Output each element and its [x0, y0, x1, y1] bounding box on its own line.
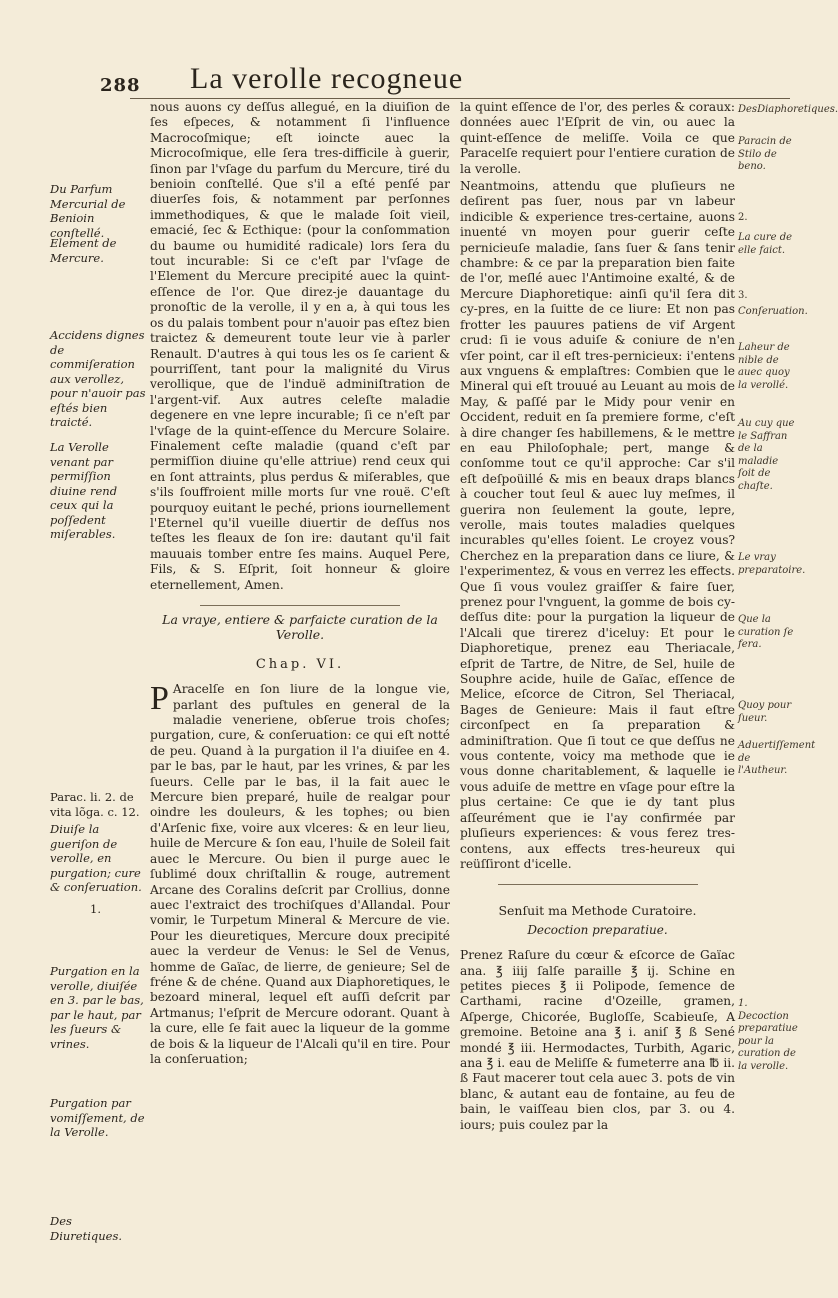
left-paragraph: nous auons cy deſſus allegué, en la diuiſion de ſes eſpeces, & notamment ſi l'influence Macrocoſmique; eſt ioincte auec la Microcoſmique, elle ſera tres-difficile à guerir, ſinon par l'vſage du parfum du Mercure, tiré du benioin conſtellé. Que s'il a eſté penſé par diuerſes fois, & notamment par perſonnes immethodiques, & que le malade ſoit vieil, emacié, ſec & Ecthique: (pour la conſommation du baume ou humidité radicale) lors ſera du tout incurable: Si ce c'eſt par l'vſage de l'Element du Mercure precipité auec la quint-eſſence de l'or. Que direz-je dauantage du pronoſtic de la verolle, il y en a, à qui tous les os du palais tombent pour n'auoir pas eſtez bien traictez & demeurent toute leur vie à parler Renault. D'autres à qui tous les os ſe carient & pourriſſent, tant pour la malignité du Virus verollique, que de l'induë adminiſtration de l'argent-vif. Aux autres celeſte maladie degenere en vne lepre incurable; ſi ce n'eſt par l'vſage de la quint-eſſence du Mercure Solaire. Finalement ceſte maladie (quand c'eſt par permiſſion diuine qu'elle attriue) rend ceux qui en ſont attraints, plus perdus & miſerables, que s'ils ſouffroient mille morts ſur vne rouë. C'eſt pourquoy euitant le peché, prions iournellement l'Eternel qu'il vueille diuertir de deſſus nos teſtes les fleaux de ſon ire: dautant qu'il fait mauuais tomber entre ſes mains. Auquel Pere, Fils, & S. Eſprit, ſoit honneur & gloire eternellement, Amen. — [150, 100, 450, 592]
margin-note: Parac. li. 2. de vita lõga. c. 12. — [50, 790, 140, 819]
margin-note: Diuiſe la gueriſon de verolle, en purgation; cure & conſeruation. — [50, 822, 142, 894]
margin-note: Purgation par vomiſſement, de la Verolle. — [50, 1096, 145, 1139]
section-subtitle: Decoction preparatiue. — [527, 922, 668, 937]
margin-note: La Verolle venant par permiſſion diuine rend ceux qui la poſſedent miſerables. — [50, 440, 118, 541]
margin-note: Que la curation ſe fera. — [738, 614, 794, 650]
margin-note: Aduertiſſement de l'Autheur. — [738, 740, 816, 776]
margin-note: Au cuy que le Saffran de la maladie ſoit de chaſte. — [738, 418, 795, 492]
margin-note: Quoy pour ſueur. — [738, 700, 792, 724]
chapter-title: La vraye, entiere & parfaicte curation de la Verolle. — [162, 612, 438, 643]
recipe-paragraph: Prenez Raſure du cœur & eſcorce de Gaïac ana. ℥ iiij ſalſe paraille ℥ ij. Schine en petites pieces ℥ ii Polipode, ſemence de Carthami, racine d'Ozeille, gramen, Aſperge, Chicorée, Bugloſſe, Scabieuſe, A gremoine. Betoine ana ℥ i. aniſ ℥ ß Sené mondé ℥ iii. Hermodactes, Turbith, Agaric, ana ℥ i. eau de Meliſſe & fumeterre ana ℔ ii. ß Faut macerer tout cela auec 3. pots de vin blanc, & autant eau de fontaine, au feu de bain, le vaiſſeau bien clos, par 3. ou 4. iours; puis coulez par la — [460, 948, 735, 1132]
section-title: Senſuit ma Methode Curatoire. — [498, 903, 697, 919]
margin-note: DesDiaphoretiques. — [738, 104, 838, 115]
right-paragraph: Neantmoins, attendu que pluſieurs ne deſirent pas ſuer, nous par vn labeur indicible & experience tres-certaine, auons inuenté vn moyen pour guerir ceſte pernicieuſe maladie, ſans ſuer & ſans tenir chambre: & ce par la preparation bien faite de l'or, meſlé auec l'Antimoine exalté, & de Mercure Diaphoretique: ainſi qu'il ſera dit cy-pres, en la ſuitte de ce liure: Et non pas frotter les pauures patiens de vif Argent crud: ſi ie vous aduiſe & coniure de n'en vſer point, car il eſt tres-pernicieux: i'entens aux vnguens & emplaſtres: Combien que le Mineral qui eſt trouué au Leuant au mois de May, & paſſé par le Midy pour venir en Occident, reduit en ſa premiere forme, c'eſt à dire changer ſes habillemens, & le mettre en eau Philoſophale; pert, mange & conſomme tout ce qu'il approche: Car s'il eſt deſpoüillé & mis en beaux draps blancs à coucher tout ſeul & auec luy meſmes, il guerira non ſeulement la goute, lepre, verolle, mais toutes maladies quelques incurables qu'elles ſoient. Le croyez vous? Cherchez en la preparation dans ce liure, & l'experimentez, & vous en verrez les effects. Que ſi vous voulez graiſſer & faire ſuer, prenez pour l'vnguent, la gomme de bois cy-deſſus dite: pour la purgation la liqueur de l'Alcali que tirerez d'iceluy: Et pour le Diaphoretique, prenez eau Theriacale, eſprit de Tartre, de Nitre, de Sel, huile de Souphre acide, huile de Gaïac, eſſence de Melice, eſcorce de Citron, Sel Theriacal, Bages de Genieure: Mais il faut eſtre circonſpect en ſa preparation & adminiſtration. Que ſi tout ce que deſſus ne vous contente, voicy ma methode que ie vous donne charitablement, & laquelle ie vous aduiſe de mettre en vſage pour eſtre la plus certaine: Ce que ie dy tant plus aſſeurément que ie l'ay confirmée par pluſieurs experiences: & vous ferez tres-contens, aux effects tres-heureux qui reüſſiront d'icelle. — [460, 179, 735, 871]
chapter-paragraph-text: Aracelſe en ſon liure de la longue vie, parlant des puſtules en general de la maladie veneriene, obſerue trois choſes; purgation, cure, & conſeruation: ce qui eſt notté de peu. Quand à la purgation il l'a diuiſee en 4. par le bas, par le haut, par les vrines, & par les ſueurs. Celle par le bas, il la fait auec le Mercure bien preparé, huile de realgar pour oindre les douleurs, & les tophes; ou bien d'Arſenic fixe, voire aux vlceres: & en leur lieu, huile de Mercure & ſon eau, l'huile de Soleil fait auec le Mercure. Ou bien il purge auec le ſublimé doux chriſtallin & rouge, autrement Arcane des Coralins deſcrit par Crollius, donne auec l'extraict des trochiſques d'Allandal. Pour vomir, le Turpetum Mineral & Mercure de vie. Pour les dieuretiques, Mercure doux precipité auec la verdeur de Venus: le Sel de Venus, homme de Gaïac, de lierre, de genieure; Sel de fréne & de chéne. Quand aux Diaphoretiques, le bezoard mineral, lequel eſt auſſi deſcrit par Artmanus; l'eſprit de Mercure odorant. Quant à la cure, elle ſe fait auec la liqueur de la gomme de bois & la liqueur de l'Alcali qu'il en tire. Pour la conſeruation; — [150, 682, 450, 1066]
right-paragraph: la quint eſſence de l'or, des perles & coraux: données auec l'Eſprit de vin, ou auec la quint-eſſence de meliſſe. Voila ce que Paracelſe requiert pour l'entiere curation de la verolle. — [460, 100, 735, 176]
page-number: 288 — [100, 75, 141, 96]
margin-note: Element de Mercure. — [50, 236, 117, 265]
section-divider — [200, 605, 400, 606]
margin-note: Du Parfum Mercurial de Benioin conſtellé. — [50, 182, 126, 240]
margin-note: 3. — [738, 290, 748, 301]
left-column — [150, 100, 450, 1069]
margin-note: 2. — [738, 212, 748, 223]
margin-note: 1. — [90, 902, 101, 916]
margin-note: Conſeruation. — [738, 306, 808, 317]
chapter-paragraph — [150, 682, 450, 1067]
chapter-heading: Chap. VI. — [255, 656, 345, 672]
margin-note: 1. Decoction preparatiue pour la curation de la verolle. — [738, 998, 798, 1072]
margin-note: La cure de elle faict. — [738, 232, 793, 256]
margin-note: Des Diuretiques. — [50, 1214, 123, 1243]
right-column — [460, 100, 735, 1135]
margin-note: Le vray preparatoire. — [738, 552, 806, 576]
drop-cap: P — [150, 680, 169, 718]
margin-note: Purgation en la verolle, diuiſée en 3. par le bas, par le haut, par les ſueurs & vrines. — [50, 964, 144, 1051]
margin-note: Laheur de nible de auec quoy la verollé. — [738, 342, 790, 391]
margin-note: Paracin de Stilo de beno. — [738, 136, 792, 172]
margin-note: Accidens dignes de commiſeration aux verollez, pour n'auoir pas eſtés bien traicté. — [50, 328, 146, 429]
page-header — [100, 48, 660, 96]
running-title: La verolle recogneue — [190, 62, 464, 95]
header-rule — [130, 98, 790, 99]
section-divider — [498, 884, 698, 885]
